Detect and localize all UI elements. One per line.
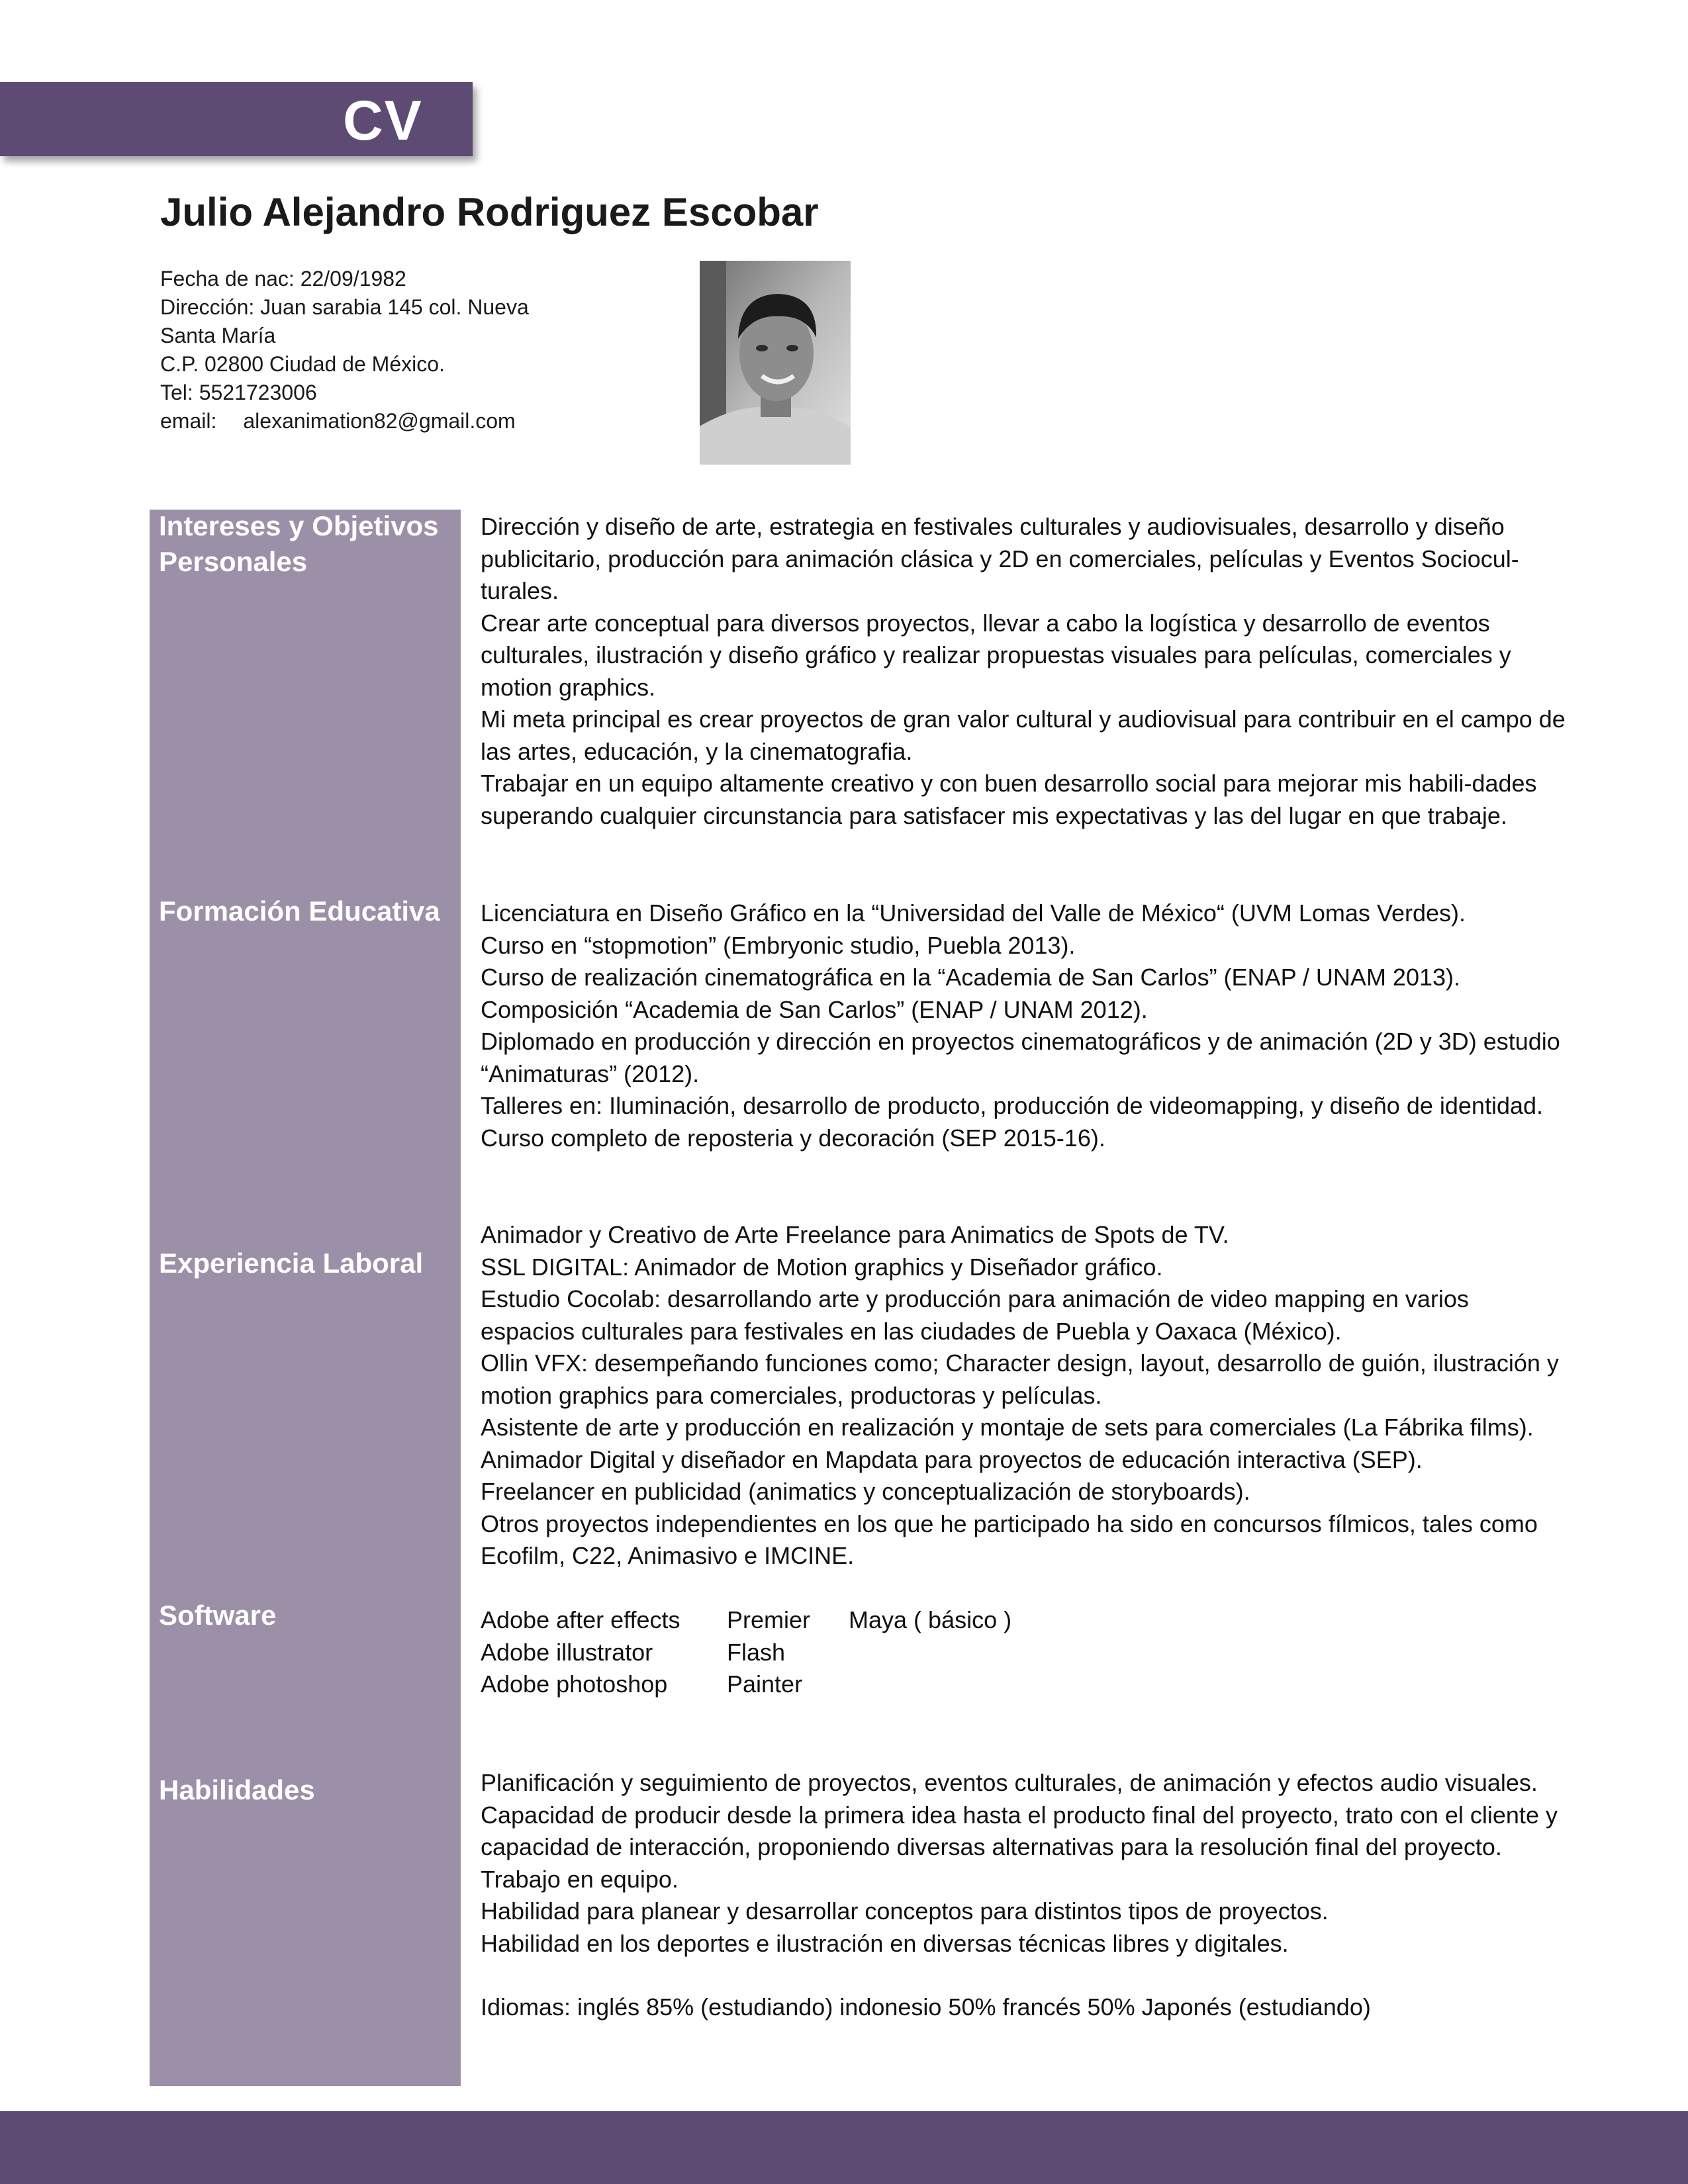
profile-photo-image bbox=[700, 261, 851, 465]
education-line: Licenciatura en Diseño Gráfico en la “Universidad del Valle de México“ (UVM Lomas Verdes). bbox=[481, 899, 1466, 927]
section-content-experiencia bbox=[481, 1219, 1566, 1572]
interest-line: Dirección y diseño de arte, estrategia en festivales culturales y audiovisuales, desarrollo y diseño publicitario, producción para animación clásica y 2D en comerciales, películas y Eventos Sociocul-turales. bbox=[481, 513, 1519, 604]
experience-line: SSL DIGITAL: Animador de Motion graphics y Diseñador gráfico. bbox=[481, 1253, 1163, 1281]
experience-line: Estudio Cocolab: desarrollando arte y producción para animación de video mapping en varios espacios culturales para festivales en las ciudades de Puebla y Oaxaca (México). bbox=[481, 1285, 1469, 1345]
interest-line: Mi meta principal es crear proyectos de gran valor cultural y audiovisual para contribuir en el campo de las artes, educación, y la cinematografia. bbox=[481, 705, 1566, 765]
birth-date: Fecha de nac: 22/09/1982 bbox=[160, 267, 406, 291]
interest-line: Trabajar en un equipo altamente creativo y con buen desarrollo social para mejorar mis habili-dades superando cualquier circunstancia para satisfacer mis expectativas y las del lugar en que trabaje. bbox=[481, 770, 1537, 829]
section-content-intereses bbox=[481, 511, 1566, 832]
footer-bar bbox=[0, 2111, 1688, 2184]
skill-line: Habilidad en los deportes e ilustración en diversas técnicas libres y digitales. bbox=[481, 1929, 1289, 1957]
section-content-habilidades bbox=[481, 1767, 1566, 2024]
education-line: Composición “Academia de San Carlos” (ENAP / UNAM 2012). bbox=[481, 995, 1148, 1023]
section-label-intereses: Intereses y Objetivos Personales bbox=[159, 510, 439, 577]
address-line-1: Dirección: Juan sarabia 145 col. Nueva bbox=[160, 295, 529, 319]
skill-line: Planificación y seguimiento de proyectos, eventos culturales, de animación y efectos audio visuales. bbox=[481, 1769, 1538, 1796]
interest-line: Crear arte conceptual para diversos proyectos, llevar a cabo la logística y desarrollo de eventos culturales, ilustración y diseño gráfico y realizar propuestas visuales para películas, comerciales y motion graphics. bbox=[481, 609, 1511, 701]
software-item: Flash bbox=[727, 1638, 786, 1666]
software-item bbox=[849, 1637, 1047, 1669]
skill-line: Capacidad de producir desde la primera idea hasta el producto final del proyecto, trato con el cliente y capacidad de interacción, proponiendo diversas alternativas para la resolución final del proyecto. bbox=[481, 1801, 1558, 1860]
languages-line: Idiomas: inglés 85% (estudiando) indonesio 50% francés 50% Japonés (estudiando) bbox=[481, 1993, 1371, 2021]
cv-header-banner bbox=[0, 82, 473, 156]
email-row bbox=[160, 407, 571, 435]
email-label: email: bbox=[160, 409, 217, 433]
education-line: Diplomado en producción y dirección en proyectos cinematográficos y de animación (2D y 3D) estudio “Animaturas” (2012). bbox=[481, 1028, 1560, 1087]
software-item bbox=[849, 1668, 1047, 1701]
person-name: Julio Alejandro Rodriguez Escobar bbox=[160, 190, 819, 234]
section-label-experiencia: Experiencia Laboral bbox=[159, 1248, 424, 1279]
education-line: Talleres en: Iluminación, desarrollo de producto, producción de videomapping, y diseño de identidad. bbox=[481, 1092, 1544, 1119]
section-sidebar bbox=[150, 510, 461, 2086]
experience-line: Animador y Creativo de Arte Freelance para Animatics de Spots de TV. bbox=[481, 1221, 1229, 1248]
cv-title: CV bbox=[343, 89, 423, 152]
experience-line: Asistente de arte y producción en realización y montaje de sets para comerciales (La Fábrika films). bbox=[481, 1414, 1534, 1441]
experience-line: Animador Digital y diseñador en Mapdata para proyectos de educación interactiva (SEP). bbox=[481, 1445, 1423, 1473]
software-item: Adobe illustrator bbox=[481, 1638, 653, 1666]
software-item: Adobe after effects bbox=[481, 1606, 680, 1633]
software-item: Adobe photoshop bbox=[481, 1670, 668, 1698]
experience-line: Otros proyectos independientes en los que he participado ha sido en concursos fílmicos, tales como Ecofilm, C22, Animasivo e IMCINE. bbox=[481, 1510, 1538, 1569]
software-item: Premier bbox=[727, 1606, 811, 1633]
software-grid bbox=[481, 1604, 1566, 1701]
postal-code-city: C.P. 02800 Ciudad de México. bbox=[160, 352, 445, 376]
section-label-formacion: Formación Educativa bbox=[159, 895, 440, 927]
section-content-software bbox=[481, 1604, 1566, 1701]
education-line: Curso de realización cinematográfica en la “Academia de San Carlos” (ENAP / UNAM 2013). bbox=[481, 964, 1461, 991]
education-line: Curso en “stopmotion” (Embryonic studio, Puebla 2013). bbox=[481, 931, 1076, 959]
email-value: alexanimation82@gmail.com bbox=[243, 409, 516, 433]
section-label-habilidades: Habilidades bbox=[159, 1774, 315, 1805]
section-content-formacion bbox=[481, 897, 1566, 1154]
personal-info bbox=[160, 265, 571, 435]
phone: Tel: 5521723006 bbox=[160, 381, 317, 404]
section-label-software: Software bbox=[159, 1600, 277, 1631]
experience-line: Ollin VFX: desempeñando funciones como; Character design, layout, desarrollo de guión, ilustración y motion graphics para comerciales, productoras y películas. bbox=[481, 1349, 1559, 1409]
software-item: Maya ( básico ) bbox=[849, 1606, 1012, 1633]
experience-line: Freelancer en publicidad (animatics y conceptualización de storyboards). bbox=[481, 1478, 1250, 1505]
address-line-2: Santa María bbox=[160, 324, 276, 347]
skill-line: Habilidad para planear y desarrollar conceptos para distintos tipos de proyectos. bbox=[481, 1897, 1329, 1925]
profile-photo bbox=[700, 261, 851, 465]
skill-line: Trabajo en equipo. bbox=[481, 1865, 679, 1893]
software-item: Painter bbox=[727, 1670, 803, 1698]
education-line: Curso completo de reposteria y decoración (SEP 2015-16). bbox=[481, 1124, 1105, 1152]
